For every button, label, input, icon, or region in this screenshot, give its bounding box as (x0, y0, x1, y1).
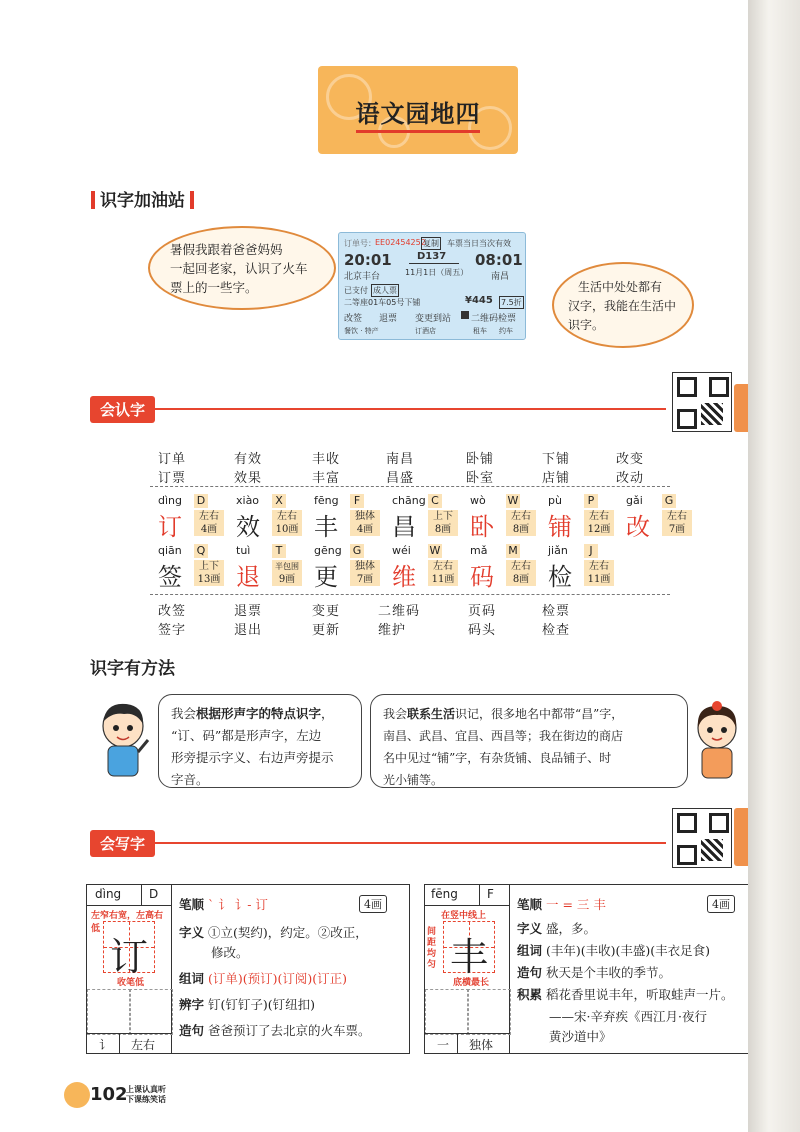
word: 更新 (312, 623, 341, 638)
structure: 左右 (131, 1038, 156, 1052)
word: 二维码 (378, 604, 421, 619)
ticket-dep-time: 20:01 (344, 251, 392, 269)
char-card (158, 494, 219, 542)
pinyin: dìng (95, 887, 122, 901)
speech-bubble-right (552, 262, 694, 348)
char-capital: J (584, 544, 598, 558)
char-row-2 (158, 544, 698, 594)
char-strokes: 9画 (278, 574, 296, 585)
char-structure: 半包围 (275, 562, 299, 571)
words: (订单)(预订)(订阅)(订正) (208, 971, 348, 986)
char-glyph: 改 (626, 513, 650, 541)
char-structure-info (272, 560, 302, 586)
char-card (548, 494, 611, 542)
method-keyword: 根据形声字的特点识字 (196, 706, 322, 721)
bubble-line: 识字。 (568, 318, 605, 332)
char-card (548, 544, 611, 592)
ticket-seat: 二等座01车05号下铺 (344, 298, 421, 307)
char-glyph: 退 (236, 563, 260, 591)
stroke-count: 4画 (707, 895, 735, 913)
word-pair (312, 448, 340, 486)
title-banner (318, 66, 518, 154)
char-pinyin: xiào (236, 494, 260, 507)
page-number: 102 (90, 1084, 128, 1105)
char-capital: D (194, 494, 208, 508)
char-pinyin: dìng (158, 494, 182, 507)
practice-grid (87, 885, 172, 1053)
train-ticket (338, 232, 526, 340)
side-tab (734, 384, 748, 432)
ticket-arrow (409, 263, 459, 264)
label-meaning: 字义 (179, 925, 205, 940)
bubble-line: 暑假我跟着爸爸妈妈 (170, 242, 283, 257)
char-pinyin: gēng (314, 544, 342, 557)
structure: 独体 (469, 1038, 494, 1052)
method-text: 光小铺等。 (383, 773, 444, 787)
ticket-order-label: 订单号： (344, 239, 376, 248)
word-group-top (158, 448, 678, 488)
dashed-divider (150, 486, 670, 487)
char-structure-info (428, 510, 458, 536)
stroke-order: ` 讠 讠- 订 (208, 897, 268, 912)
char-structure-info (272, 510, 302, 536)
label-words: 组词 (517, 943, 543, 958)
char-strokes: 11画 (431, 574, 455, 585)
word: 变更 (312, 604, 341, 619)
char-capital: T (272, 544, 286, 558)
stroke-order: 一 = 三 丰 (546, 897, 606, 912)
pinyin-row (425, 885, 509, 906)
qr-mini-icon (461, 311, 469, 319)
ticket-action-change[interactable]: 改签 (344, 314, 363, 324)
word-pair (616, 448, 644, 486)
char-capital: P (584, 494, 598, 508)
stroke-count: 4画 (359, 895, 387, 913)
char-strokes: 8画 (512, 524, 530, 535)
word: 丰收 (312, 452, 341, 467)
char-structure-info (350, 560, 380, 586)
ticket-dep-station: 北京丰台 (344, 272, 381, 282)
word: 签字 (158, 623, 187, 638)
girl-illustration (692, 700, 742, 782)
accumulate: 稻花香里说丰年，听取蛙声一片。 (546, 987, 734, 1002)
char-capital: G (662, 494, 676, 508)
char-glyph: 订 (158, 513, 182, 541)
char-glyph: 效 (236, 513, 260, 541)
heading-bar (91, 191, 95, 209)
ticket-action-change-station[interactable]: 变更到站 (415, 314, 452, 324)
radical: 讠 (99, 1038, 112, 1052)
heading-bar (190, 191, 194, 209)
accumulate-source: ——宋·辛弃疾《西江月·夜行 (549, 1009, 707, 1024)
ticket-action-refund[interactable]: 退票 (379, 314, 398, 324)
label-words: 组词 (179, 971, 205, 986)
divider (141, 885, 142, 905)
writing-tip: 间距均匀 (427, 927, 437, 970)
char-card (470, 544, 531, 592)
char-structure-info (584, 510, 614, 536)
mascot-icon (64, 1082, 90, 1108)
char-glyph: 检 (548, 563, 572, 591)
char-capital: W (507, 494, 519, 507)
char-capital: Q (194, 544, 208, 558)
sentence: 秋天是个丰收的季节。 (546, 965, 672, 980)
word: 南昌 (386, 452, 415, 467)
footer-note-line: 上课认真听 (126, 1084, 166, 1094)
word-group-bottom (158, 600, 678, 640)
char-strokes: 13画 (197, 574, 221, 585)
radical: 一 (437, 1038, 450, 1052)
ticket-service[interactable]: 订酒店 (415, 327, 436, 335)
meaning: 盛，多。 (546, 921, 597, 936)
meaning: ①立(契约)，约定。②改正， (208, 925, 368, 940)
char-card (392, 494, 453, 542)
ticket-arr-time: 08:01 (475, 251, 523, 269)
char-strokes: 12画 (587, 524, 611, 535)
char-card (236, 544, 299, 592)
section-tab-huirenzi: 会认字 (90, 396, 155, 423)
method-text: 字音。 (171, 772, 209, 787)
char-strokes: 11画 (587, 574, 611, 585)
ticket-adult-tag: 成人票 (373, 286, 397, 295)
char-strokes: 10画 (275, 524, 299, 535)
capital-letter: D (149, 887, 159, 901)
writing-tip: 左窄右宽，左高右低 (91, 911, 164, 934)
accumulate-source: 黄沙道中》 (549, 1029, 612, 1044)
label-meaning: 字义 (517, 921, 543, 936)
ticket-date: 11月1日（周五） (405, 268, 469, 277)
word-pair (378, 600, 420, 638)
char-structure-info (506, 560, 536, 586)
distinguish: 钉(钉钉子)(钉纽扣) (208, 997, 316, 1012)
ticket-price: ¥445 (465, 295, 493, 306)
char-glyph: 卧 (470, 513, 494, 541)
char-pinyin: wéi (392, 544, 411, 557)
writing-tip: 在竖中线上 (441, 911, 487, 921)
dashed-divider (150, 594, 670, 595)
char-card (626, 494, 687, 542)
tianzi-grid (103, 921, 155, 979)
model-char: 订 (110, 935, 149, 979)
char-structure: 上下 (199, 561, 219, 572)
ticket-valid: 车票当日当次有效 (447, 239, 511, 248)
char-structure: 独体 (355, 561, 375, 572)
method-text: 我会 (171, 706, 197, 721)
char-glyph: 丰 (314, 513, 338, 541)
word: 检票 (542, 604, 571, 619)
char-card (392, 544, 455, 592)
tianzi-grid (443, 921, 495, 979)
word: 丰富 (312, 471, 341, 486)
method-text: 识记，很多地名中都带“昌”字， (455, 707, 624, 721)
word: 效果 (234, 471, 263, 486)
model-char: 丰 (450, 935, 489, 979)
title-underline (356, 130, 480, 133)
word: 下铺 (542, 452, 571, 467)
char-structure: 左右 (667, 511, 687, 522)
meaning: 修改。 (211, 945, 249, 960)
char-capital: M (506, 544, 520, 558)
word-pair (312, 600, 340, 638)
method-keyword: 联系生活 (407, 707, 456, 721)
word: 昌盛 (386, 471, 415, 486)
char-card (314, 544, 375, 592)
side-tab (734, 808, 748, 866)
practice-grid (425, 885, 510, 1053)
qr-code-icon[interactable] (672, 808, 732, 868)
method-text: 形旁提示字义、右边声旁提示 (171, 750, 334, 765)
char-pinyin: qiān (158, 544, 182, 557)
bubble-line: 汉字，我能在生活中 (568, 299, 677, 313)
char-pinyin: gǎi (626, 494, 643, 507)
section-tab-huixiezi: 会写字 (90, 830, 155, 857)
char-pinyin: mǎ (470, 544, 488, 557)
char-structure: 左右 (589, 561, 609, 572)
word: 卧室 (466, 471, 495, 486)
section-rule (150, 408, 666, 410)
char-strokes: 7画 (356, 574, 374, 585)
char-card (470, 494, 531, 542)
method-text: 名中见过“铺”字，有杂货铺、良品铺子、时 (383, 751, 612, 765)
label-order: 笔顺 (179, 897, 205, 912)
section-heading-shizi (86, 186, 199, 211)
ticket-discount: 7.5折 (501, 298, 522, 307)
word: 码头 (468, 623, 497, 638)
char-strokes: 8画 (512, 574, 530, 585)
word-pair (386, 448, 414, 486)
word-pair (158, 600, 186, 638)
char-structure: 上下 (433, 511, 453, 522)
method-text: 南昌、武昌、宜昌、西昌等；我在街边的商店 (383, 729, 624, 743)
method-box-left (158, 694, 362, 788)
char-capital: G (350, 544, 364, 558)
boy-illustration (96, 700, 150, 782)
capital-letter: F (487, 887, 494, 901)
ticket-train-no: D137 (417, 251, 447, 262)
ticket-order-no: EE02454252 (375, 238, 426, 247)
char-capital: C (428, 494, 442, 508)
page-title: 语文园地四 (355, 99, 481, 128)
char-pinyin: chāng (392, 494, 426, 507)
ticket-action-qr[interactable]: 二维码检票 (471, 314, 517, 324)
word: 卧铺 (466, 452, 495, 467)
word-pair (466, 448, 494, 486)
label-order: 笔顺 (517, 897, 543, 912)
word: 页码 (468, 604, 497, 619)
char-glyph: 维 (392, 563, 416, 591)
char-capital: W (429, 544, 441, 557)
pinyin-row (87, 885, 171, 906)
word: 改签 (158, 604, 187, 619)
page-edge (748, 0, 800, 1132)
char-capital: F (350, 494, 364, 508)
section-rule (150, 842, 666, 844)
method-text: 我会 (383, 707, 408, 721)
writing-card-feng (424, 884, 748, 1054)
word: 店铺 (542, 471, 571, 486)
ticket-service[interactable]: 租车 (473, 327, 487, 335)
ticket-copy-tag: 复制 (423, 239, 439, 248)
char-capital: X (272, 494, 286, 508)
char-card (158, 544, 221, 592)
char-row-1 (158, 494, 698, 544)
bubble-line: 一起回老家，认识了火车 (170, 261, 308, 276)
char-structure-info (506, 510, 536, 536)
footer-note-line: 下课练笑话 (126, 1094, 166, 1104)
char-pinyin: jiǎn (548, 544, 568, 557)
char-strokes: 4画 (356, 524, 374, 535)
method-text: “订、码”都是形声字，左边 (171, 728, 322, 743)
char-glyph: 码 (470, 563, 494, 591)
word-pair (468, 600, 496, 638)
section-heading-method: 识字有方法 (90, 659, 175, 679)
word-pair (542, 448, 570, 486)
method-text: ， (321, 706, 334, 721)
radical-row (425, 1033, 509, 1054)
char-structure: 左右 (511, 561, 531, 572)
char-strokes: 7画 (668, 524, 686, 535)
word-pair (542, 600, 570, 638)
char-structure-info (350, 510, 380, 536)
char-card (314, 494, 375, 542)
ticket-service[interactable]: 餐饮 · 特产 (344, 327, 379, 335)
word: 订单 (158, 452, 187, 467)
word: 改变 (616, 452, 645, 467)
char-pinyin: tuì (236, 544, 251, 557)
char-structure: 左右 (589, 511, 609, 522)
char-structure: 左右 (199, 511, 219, 522)
char-card (236, 494, 299, 542)
bubble-line: 生活中处处都有 (578, 280, 663, 294)
char-structure-info (194, 510, 224, 536)
word: 退票 (234, 604, 263, 619)
char-structure: 左右 (277, 511, 297, 522)
word: 检查 (542, 623, 571, 638)
section-label: 识字加油站 (100, 191, 185, 211)
radical-row (87, 1033, 171, 1054)
ticket-arr-station: 南昌 (491, 272, 510, 282)
label-accumulate: 积累 (517, 987, 543, 1002)
word-pair (234, 600, 262, 638)
char-structure: 独体 (355, 511, 375, 522)
footer-note (126, 1084, 166, 1104)
sentence: 爸爸预订了去北京的火车票。 (208, 1023, 371, 1038)
method-box-right (370, 694, 688, 788)
ticket-service[interactable]: 约车 (499, 327, 513, 335)
word: 有效 (234, 452, 263, 467)
bubble-line: 票上的一些字。 (170, 280, 258, 295)
label-sentence: 造句 (517, 965, 543, 980)
char-glyph: 更 (314, 563, 338, 591)
char-structure-info (584, 560, 614, 586)
char-structure-info (194, 560, 224, 586)
char-pinyin: fēng (314, 494, 339, 507)
word-pair (158, 448, 186, 486)
char-glyph: 铺 (548, 513, 572, 541)
word: 改动 (616, 471, 645, 486)
qr-code-icon[interactable] (672, 372, 732, 432)
char-pinyin: pù (548, 494, 562, 507)
char-pinyin: wò (470, 494, 486, 507)
char-structure: 左右 (433, 561, 453, 572)
word: 维护 (378, 623, 407, 638)
char-glyph: 昌 (392, 513, 416, 541)
writing-card-ding (86, 884, 410, 1054)
char-structure-info (662, 510, 692, 536)
word: 订票 (158, 471, 187, 486)
char-structure: 左右 (511, 511, 531, 522)
char-glyph: 签 (158, 563, 182, 591)
char-structure-info (428, 560, 458, 586)
words: (丰年)(丰收)(丰盛)(丰衣足食) (546, 943, 711, 958)
word-pair (234, 448, 262, 486)
speech-bubble-left (148, 226, 336, 310)
word: 退出 (234, 623, 263, 638)
pinyin: fēng (431, 887, 458, 901)
label-distinguish: 辨字 (179, 997, 205, 1012)
label-sentence: 造句 (179, 1023, 205, 1038)
char-strokes: 8画 (434, 524, 452, 535)
writing-tip: 底横最长 (453, 978, 490, 988)
writing-tip: 收笔低 (117, 978, 145, 988)
char-strokes: 4画 (200, 524, 218, 535)
ticket-paid: 已支付 (344, 286, 368, 295)
